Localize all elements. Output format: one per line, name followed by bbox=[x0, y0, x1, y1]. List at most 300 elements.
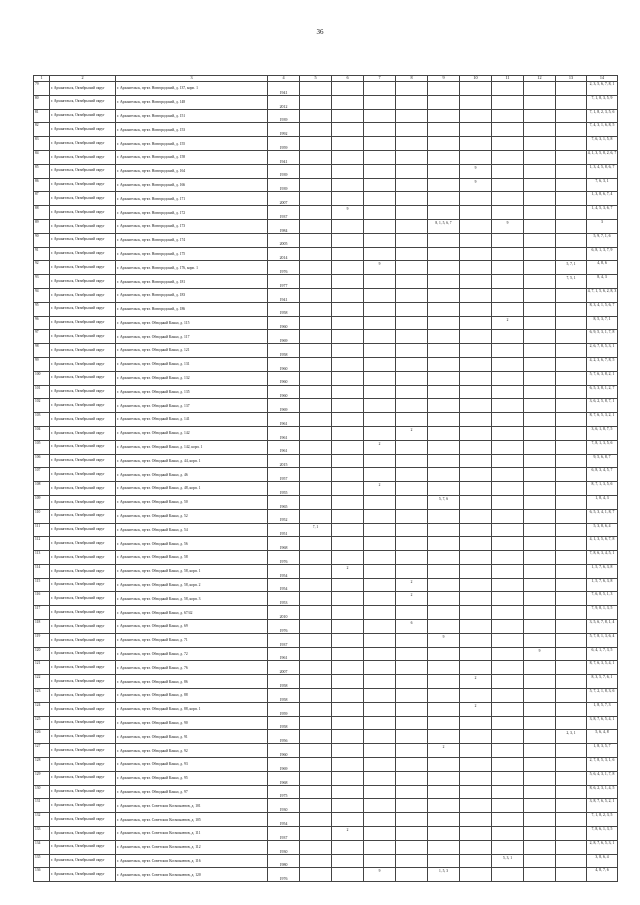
value-cell bbox=[492, 730, 524, 744]
address-cell: г. Архангельск, пр-кт. Новгородский, д. 137, корп. 1 bbox=[116, 82, 268, 96]
value-cell bbox=[364, 137, 396, 151]
value-cell bbox=[556, 82, 587, 96]
value-cell bbox=[524, 399, 556, 413]
value-cell bbox=[364, 758, 396, 772]
value-cell bbox=[364, 771, 396, 785]
value-cell bbox=[460, 440, 492, 454]
value-cell bbox=[332, 330, 364, 344]
value-cell bbox=[492, 137, 524, 151]
locality-cell: г. Архангельск, Октябрьский округ bbox=[50, 827, 116, 841]
value-cell bbox=[428, 454, 460, 468]
row-number-cell: 109 bbox=[34, 495, 50, 509]
value-cell bbox=[428, 647, 460, 661]
table-row bbox=[34, 385, 618, 399]
value-cell bbox=[364, 551, 396, 565]
table-row bbox=[34, 854, 618, 868]
value-cell bbox=[428, 523, 460, 537]
table-row bbox=[34, 275, 618, 289]
locality-cell: г. Архангельск, Октябрьский округ bbox=[50, 523, 116, 537]
value-cell: 2 bbox=[396, 426, 428, 440]
value-cell bbox=[300, 302, 332, 316]
value-cell bbox=[492, 82, 524, 96]
value-cell bbox=[460, 606, 492, 620]
row-number-cell: 129 bbox=[34, 771, 50, 785]
value-cell bbox=[556, 206, 587, 220]
value-cell bbox=[524, 82, 556, 96]
value-cell bbox=[524, 371, 556, 385]
value-cell bbox=[332, 164, 364, 178]
locality-cell: г. Архангельск, Октябрьский округ bbox=[50, 371, 116, 385]
codes-cell: 4, 1, 3, 5, 8, 2, 6, 7 bbox=[587, 150, 618, 164]
value-cell bbox=[556, 509, 587, 523]
value-cell bbox=[364, 702, 396, 716]
locality-cell: г. Архангельск, Октябрьский округ bbox=[50, 82, 116, 96]
value-cell bbox=[332, 371, 364, 385]
codes-cell: 7, 8, 6, 3, 4, 5, 1 bbox=[587, 551, 618, 565]
value-cell bbox=[428, 813, 460, 827]
table-row bbox=[34, 316, 618, 330]
codes-cell: 7, 9, 8, 1, 3, 5 bbox=[587, 606, 618, 620]
year-cell: 1955 bbox=[268, 482, 300, 496]
value-cell bbox=[396, 440, 428, 454]
value-cell bbox=[300, 413, 332, 427]
value-cell bbox=[332, 592, 364, 606]
value-cell bbox=[556, 109, 587, 123]
value-cell bbox=[300, 109, 332, 123]
locality-cell: г. Архангельск, Октябрьский округ bbox=[50, 178, 116, 192]
value-cell bbox=[524, 468, 556, 482]
value-cell bbox=[364, 799, 396, 813]
locality-cell: г. Архангельск, Октябрьский округ bbox=[50, 426, 116, 440]
value-cell bbox=[428, 82, 460, 96]
table-row bbox=[34, 758, 618, 772]
value-cell bbox=[492, 509, 524, 523]
value-cell bbox=[300, 247, 332, 261]
value-cell: 5, 3, 1 bbox=[492, 854, 524, 868]
value-cell bbox=[524, 219, 556, 233]
value-cell bbox=[396, 771, 428, 785]
row-number-cell: 85 bbox=[34, 164, 50, 178]
value-cell bbox=[364, 192, 396, 206]
codes-cell: 5, 7, 2, 1, 8, 3, 6 bbox=[587, 689, 618, 703]
value-cell bbox=[556, 482, 587, 496]
year-cell: 1976 bbox=[268, 620, 300, 634]
table-row bbox=[34, 771, 618, 785]
row-number-cell: 130 bbox=[34, 785, 50, 799]
value-cell bbox=[364, 178, 396, 192]
address-cell: г. Архангельск, пр-кт. Советских Космонавтов, д. 111 bbox=[116, 827, 268, 841]
value-cell bbox=[364, 716, 396, 730]
value-cell bbox=[364, 164, 396, 178]
value-cell bbox=[460, 785, 492, 799]
column-header: 12 bbox=[524, 76, 556, 82]
value-cell bbox=[556, 702, 587, 716]
row-number-cell: 124 bbox=[34, 702, 50, 716]
value-cell bbox=[300, 82, 332, 96]
locality-cell: г. Архангельск, Октябрьский округ bbox=[50, 785, 116, 799]
value-cell bbox=[396, 330, 428, 344]
address-cell: г. Архангельск, пр-кт. Обводный Канал, д. 67/42 bbox=[116, 606, 268, 620]
address-cell: г. Архангельск, пр-кт. Обводный Канал, д. 91 bbox=[116, 730, 268, 744]
value-cell bbox=[460, 288, 492, 302]
value-cell bbox=[396, 150, 428, 164]
value-cell bbox=[460, 744, 492, 758]
value-cell bbox=[364, 633, 396, 647]
value-cell bbox=[300, 854, 332, 868]
value-cell bbox=[332, 578, 364, 592]
value-cell bbox=[428, 150, 460, 164]
locality-cell: г. Архангельск, Октябрьский округ bbox=[50, 578, 116, 592]
value-cell bbox=[492, 164, 524, 178]
value-cell bbox=[428, 137, 460, 151]
value-cell bbox=[428, 661, 460, 675]
value-cell: 2 bbox=[428, 744, 460, 758]
value-cell bbox=[492, 261, 524, 275]
address-cell: г. Архангельск, пр-кт. Обводный Канал, д. 131 bbox=[116, 357, 268, 371]
value-cell bbox=[300, 716, 332, 730]
value-cell bbox=[492, 771, 524, 785]
value-cell bbox=[364, 150, 396, 164]
value-cell bbox=[524, 330, 556, 344]
value-cell bbox=[556, 633, 587, 647]
value-cell bbox=[332, 702, 364, 716]
codes-cell: 3 bbox=[587, 219, 618, 233]
value-cell bbox=[524, 509, 556, 523]
table-row bbox=[34, 716, 618, 730]
value-cell bbox=[492, 758, 524, 772]
value-cell bbox=[524, 675, 556, 689]
value-cell: 9 bbox=[492, 219, 524, 233]
value-cell bbox=[492, 564, 524, 578]
value-cell: 9 bbox=[524, 647, 556, 661]
value-cell bbox=[396, 288, 428, 302]
year-cell: 1954 bbox=[268, 578, 300, 592]
codes-cell: 4, 7, 1, 5, 6, 2, 8, 3 bbox=[587, 288, 618, 302]
locality-cell: г. Архангельск, Октябрьский округ bbox=[50, 647, 116, 661]
value-cell bbox=[492, 799, 524, 813]
table-row bbox=[34, 744, 618, 758]
address-cell: г. Архангельск, пр-кт. Обводный Канал, д. 88 bbox=[116, 689, 268, 703]
value-cell bbox=[396, 137, 428, 151]
value-cell bbox=[492, 192, 524, 206]
codes-cell: 3, 8, 7, 6, 5, 2, 1 bbox=[587, 799, 618, 813]
value-cell bbox=[524, 95, 556, 109]
year-cell: 2014 bbox=[268, 247, 300, 261]
value-cell bbox=[428, 785, 460, 799]
value-cell: 8, 1, 5, 6, 7 bbox=[428, 219, 460, 233]
table-row bbox=[34, 495, 618, 509]
value-cell bbox=[460, 620, 492, 634]
value-cell bbox=[300, 482, 332, 496]
address-cell: г. Архангельск, пр-кт. Новгородский, д. 186 bbox=[116, 302, 268, 316]
row-number-cell: 80 bbox=[34, 95, 50, 109]
value-cell bbox=[300, 150, 332, 164]
row-number-cell: 79 bbox=[34, 82, 50, 96]
value-cell bbox=[428, 689, 460, 703]
value-cell bbox=[524, 426, 556, 440]
value-cell bbox=[364, 302, 396, 316]
value-cell bbox=[428, 468, 460, 482]
value-cell: 2 bbox=[332, 827, 364, 841]
value-cell bbox=[556, 868, 587, 882]
value-cell bbox=[492, 150, 524, 164]
value-cell bbox=[300, 330, 332, 344]
value-cell bbox=[332, 399, 364, 413]
codes-cell: 3, 6, 1, 8, 7, 5 bbox=[587, 426, 618, 440]
value-cell bbox=[460, 275, 492, 289]
address-cell: г. Архангельск, пр-кт. Обводный Канал, д. 58 bbox=[116, 551, 268, 565]
value-cell bbox=[492, 495, 524, 509]
value-cell bbox=[364, 371, 396, 385]
value-cell: 9 bbox=[460, 164, 492, 178]
codes-cell: 5, 7, 8, 1, 3, 6, 4 bbox=[587, 633, 618, 647]
value-cell bbox=[556, 219, 587, 233]
address-cell: г. Архангельск, пр-кт. Обводный Канал, д. 137 bbox=[116, 399, 268, 413]
value-cell bbox=[300, 123, 332, 137]
value-cell bbox=[428, 509, 460, 523]
page-number: 36 bbox=[316, 28, 324, 36]
value-cell bbox=[396, 758, 428, 772]
row-number-cell: 83 bbox=[34, 137, 50, 151]
row-number-cell: 115 bbox=[34, 578, 50, 592]
locality-cell: г. Архангельск, Октябрьский округ bbox=[50, 620, 116, 634]
value-cell bbox=[460, 206, 492, 220]
codes-cell: 8, 4, 3 bbox=[587, 275, 618, 289]
value-cell bbox=[492, 178, 524, 192]
data-table bbox=[33, 75, 618, 882]
row-number-cell: 122 bbox=[34, 675, 50, 689]
column-header: 4 bbox=[268, 76, 300, 82]
table-row bbox=[34, 233, 618, 247]
row-number-cell: 96 bbox=[34, 316, 50, 330]
value-cell bbox=[396, 123, 428, 137]
locality-cell: г. Архангельск, Октябрьский округ bbox=[50, 344, 116, 358]
year-cell: 1960 bbox=[268, 371, 300, 385]
codes-cell: 1, 8, 3, 5, 7 bbox=[587, 744, 618, 758]
value-cell bbox=[460, 523, 492, 537]
value-cell bbox=[460, 371, 492, 385]
value-cell bbox=[460, 261, 492, 275]
column-header: 1 bbox=[34, 76, 50, 82]
value-cell bbox=[396, 689, 428, 703]
value-cell bbox=[524, 482, 556, 496]
value-cell bbox=[556, 564, 587, 578]
value-cell bbox=[460, 661, 492, 675]
row-number-cell: 103 bbox=[34, 413, 50, 427]
locality-cell: г. Архангельск, Октябрьский округ bbox=[50, 330, 116, 344]
year-cell: 1937 bbox=[268, 827, 300, 841]
table-row bbox=[34, 454, 618, 468]
value-cell bbox=[460, 633, 492, 647]
value-cell bbox=[396, 744, 428, 758]
value-cell bbox=[300, 261, 332, 275]
year-cell: 1941 bbox=[268, 82, 300, 96]
address-cell: г. Архангельск, пр-кт. Обводный Канал, д. 44, корп. 1 bbox=[116, 454, 268, 468]
value-cell bbox=[556, 785, 587, 799]
value-cell bbox=[396, 827, 428, 841]
value-cell bbox=[460, 564, 492, 578]
value-cell bbox=[332, 426, 364, 440]
value-cell bbox=[332, 840, 364, 854]
address-cell: г. Архангельск, пр-кт. Новгородский, д. 175 bbox=[116, 247, 268, 261]
table-row bbox=[34, 137, 618, 151]
locality-cell: г. Архангельск, Октябрьский округ bbox=[50, 413, 116, 427]
value-cell bbox=[524, 702, 556, 716]
codes-cell: 1, 8, 5, 7, 3 bbox=[587, 702, 618, 716]
value-cell bbox=[364, 813, 396, 827]
value-cell bbox=[428, 440, 460, 454]
locality-cell: г. Архангельск, Октябрьский округ bbox=[50, 399, 116, 413]
row-number-cell: 105 bbox=[34, 440, 50, 454]
value-cell bbox=[364, 468, 396, 482]
value-cell bbox=[556, 758, 587, 772]
address-cell: г. Архангельск, пр-кт. Обводный Канал, д. 58, корп. 3 bbox=[116, 592, 268, 606]
value-cell bbox=[396, 606, 428, 620]
year-cell: 1958 bbox=[268, 302, 300, 316]
year-cell: 1959 bbox=[268, 702, 300, 716]
locality-cell: г. Архангельск, Октябрьский округ bbox=[50, 730, 116, 744]
codes-cell: 3, 8, 7, 6, 5, 4, 1 bbox=[587, 716, 618, 730]
value-cell bbox=[524, 523, 556, 537]
value-cell bbox=[428, 716, 460, 730]
value-cell bbox=[396, 344, 428, 358]
value-cell bbox=[492, 592, 524, 606]
value-cell bbox=[460, 813, 492, 827]
value-cell bbox=[556, 357, 587, 371]
value-cell bbox=[556, 399, 587, 413]
value-cell bbox=[300, 744, 332, 758]
value-cell bbox=[460, 137, 492, 151]
year-cell: 1952 bbox=[268, 509, 300, 523]
value-cell bbox=[300, 316, 332, 330]
codes-cell: 3, 5, 6, 7, 8, 1, 4 bbox=[587, 620, 618, 634]
address-cell: г. Архангельск, пр-кт. Обводный Канал, д. 121 bbox=[116, 344, 268, 358]
value-cell bbox=[332, 357, 364, 371]
value-cell bbox=[556, 385, 587, 399]
value-cell: 2 bbox=[492, 316, 524, 330]
value-cell bbox=[524, 716, 556, 730]
table-row bbox=[34, 261, 618, 275]
value-cell bbox=[524, 495, 556, 509]
table-row bbox=[34, 164, 618, 178]
value-cell bbox=[300, 868, 332, 882]
value-cell bbox=[300, 288, 332, 302]
locality-cell: г. Архангельск, Октябрьский округ bbox=[50, 840, 116, 854]
value-cell bbox=[396, 633, 428, 647]
value-cell bbox=[364, 509, 396, 523]
year-cell: 1958 bbox=[268, 675, 300, 689]
value-cell bbox=[524, 247, 556, 261]
codes-cell: 2, 6, 7, 8, 5, 3, 1 bbox=[587, 344, 618, 358]
value-cell bbox=[364, 454, 396, 468]
value-cell bbox=[396, 275, 428, 289]
value-cell bbox=[556, 344, 587, 358]
value-cell bbox=[428, 606, 460, 620]
locality-cell: г. Архангельск, Октябрьский округ bbox=[50, 233, 116, 247]
value-cell bbox=[460, 123, 492, 137]
value-cell bbox=[300, 675, 332, 689]
address-cell: г. Архангельск, пр-кт. Обводный Канал, д. 117 bbox=[116, 330, 268, 344]
locality-cell: г. Архангельск, Октябрьский округ bbox=[50, 219, 116, 233]
address-cell: г. Архангельск, пр-кт. Новгородский, д. 148 bbox=[116, 95, 268, 109]
table-row bbox=[34, 330, 618, 344]
codes-cell: 1, 3, 4, 5, 8, 6, 7 bbox=[587, 164, 618, 178]
locality-cell: г. Архангельск, Октябрьский округ bbox=[50, 247, 116, 261]
value-cell bbox=[524, 357, 556, 371]
value-cell bbox=[556, 426, 587, 440]
row-number-cell: 100 bbox=[34, 371, 50, 385]
value-cell bbox=[300, 620, 332, 634]
locality-cell: г. Архангельск, Октябрьский округ bbox=[50, 799, 116, 813]
codes-cell: 7, 1, 8, 3, 5, 9 bbox=[587, 95, 618, 109]
value-cell bbox=[556, 247, 587, 261]
locality-cell: г. Архангельск, Октябрьский округ bbox=[50, 509, 116, 523]
address-cell: г. Архангельск, пр-кт. Обводный Канал, д. 46 bbox=[116, 468, 268, 482]
table-row bbox=[34, 730, 618, 744]
year-cell: 1969 bbox=[268, 330, 300, 344]
value-cell bbox=[300, 495, 332, 509]
value-cell bbox=[492, 206, 524, 220]
value-cell bbox=[332, 495, 364, 509]
value-cell bbox=[332, 302, 364, 316]
value-cell bbox=[396, 357, 428, 371]
value-cell bbox=[300, 385, 332, 399]
value-cell bbox=[556, 620, 587, 634]
address-cell: г. Архангельск, пр-кт. Обводный Канал, д. 58, корп. 1 bbox=[116, 564, 268, 578]
row-number-cell: 114 bbox=[34, 564, 50, 578]
locality-cell: г. Архангельск, Октябрьский округ bbox=[50, 495, 116, 509]
value-cell bbox=[524, 440, 556, 454]
value-cell bbox=[332, 854, 364, 868]
value-cell bbox=[428, 95, 460, 109]
value-cell bbox=[556, 330, 587, 344]
year-cell: 1958 bbox=[268, 344, 300, 358]
row-number-cell: 87 bbox=[34, 192, 50, 206]
value-cell bbox=[428, 164, 460, 178]
value-cell bbox=[332, 468, 364, 482]
value-cell: 2 bbox=[396, 592, 428, 606]
value-cell bbox=[460, 730, 492, 744]
year-cell: 1976 bbox=[268, 261, 300, 275]
value-cell bbox=[524, 137, 556, 151]
codes-cell: 9, 5, 6, 8, 7 bbox=[587, 454, 618, 468]
value-cell bbox=[460, 385, 492, 399]
row-number-cell: 90 bbox=[34, 233, 50, 247]
year-cell: 1957 bbox=[268, 468, 300, 482]
locality-cell: г. Архангельск, Октябрьский округ bbox=[50, 689, 116, 703]
value-cell bbox=[524, 275, 556, 289]
value-cell bbox=[428, 344, 460, 358]
value-cell bbox=[556, 661, 587, 675]
value-cell bbox=[460, 468, 492, 482]
value-cell bbox=[492, 578, 524, 592]
row-number-cell: 110 bbox=[34, 509, 50, 523]
table-row bbox=[34, 109, 618, 123]
year-cell: 1960 bbox=[268, 385, 300, 399]
value-cell bbox=[492, 454, 524, 468]
value-cell bbox=[332, 137, 364, 151]
value-cell bbox=[300, 192, 332, 206]
codes-cell: 7, 6, 8, 5, 1, 3 bbox=[587, 592, 618, 606]
year-cell: 1960 bbox=[268, 316, 300, 330]
value-cell bbox=[364, 840, 396, 854]
value-cell bbox=[364, 785, 396, 799]
value-cell bbox=[556, 799, 587, 813]
value-cell bbox=[396, 192, 428, 206]
value-cell bbox=[492, 523, 524, 537]
value-cell bbox=[492, 813, 524, 827]
value-cell bbox=[300, 633, 332, 647]
